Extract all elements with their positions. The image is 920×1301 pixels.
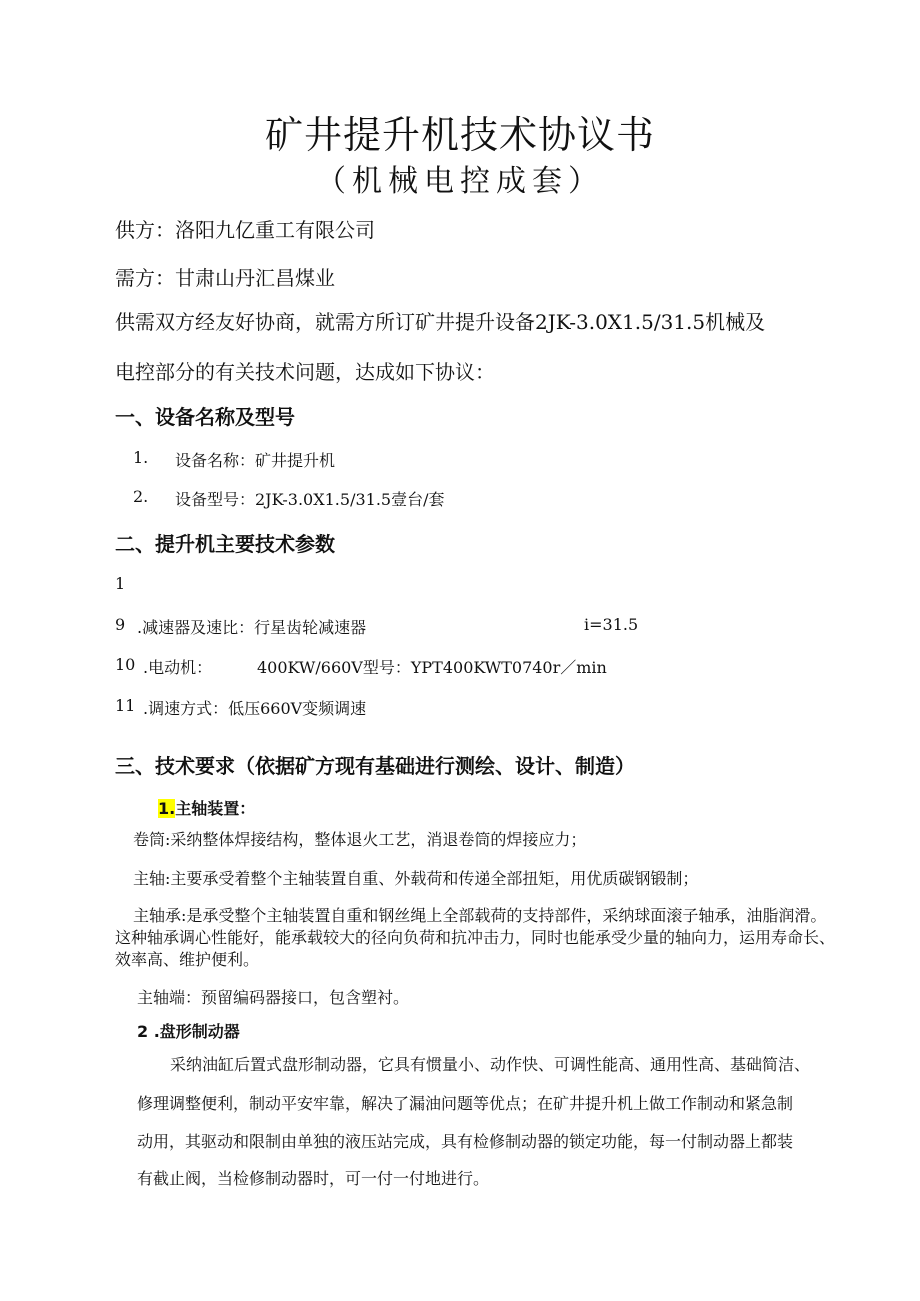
- param-text: .减速器及速比：行星齿轮减速器: [137, 618, 367, 637]
- highlighted-number: 1.: [158, 799, 176, 818]
- section-2-heading: 二、提升机主要技术参数: [115, 532, 335, 556]
- param-number: 9: [115, 615, 126, 634]
- paragraph-drum: 卷筒:采纳整体焊接结构，整体退火工艺，消退卷筒的焊接应力；: [133, 830, 587, 849]
- buyer-line: 需方：甘肃山丹汇昌煤业: [115, 266, 335, 290]
- param-text: .调速方式：低压660V变频调速: [143, 699, 367, 718]
- list-item-text: 设备名称：矿井提升机: [175, 451, 336, 470]
- subsection-1-heading: [158, 796, 255, 819]
- param-number: 10: [115, 655, 136, 674]
- param-ratio: i=31.5: [584, 615, 639, 634]
- doc-title: 矿井提升机技术协议书: [264, 113, 655, 157]
- section-1-heading: 一、设备名称及型号: [115, 405, 295, 429]
- subsection-1-title: 主轴装置：: [175, 799, 256, 818]
- paragraph-shaft-end: 主轴端：预留编码器接口，包含塑衬。: [137, 988, 410, 1007]
- brake-paragraph-line: 动用，其驱动和限制由单独的液压站完成，具有检修制动器的锁定功能，每一付制动器上都装: [137, 1132, 794, 1151]
- param-number: 11: [115, 696, 136, 715]
- paragraph-main-bearing: 主轴承:是承受整个主轴装置自重和钢丝绳上全部载荷的支持部件，采纳球面滚子轴承，油脂润滑。这种轴承调心性能好，能承载较大的径向负荷和抗冲击力，同时也能承受少量的轴向力，运用寿命长、效率高、维护便利。: [115, 906, 836, 969]
- intro-line-1: 供需双方经友好协商，就需方所订矿井提升设备2JK-3.0X1.5/31.5机械及: [115, 310, 766, 334]
- doc-subtitle: （机械电控成套）: [316, 164, 604, 199]
- brake-paragraph-line: 有截止阀，当检修制动器时，可一付一付地进行。: [137, 1169, 490, 1188]
- supplier-line: 供方：洛阳九亿重工有限公司: [115, 218, 375, 242]
- list-item-number: 1.: [133, 448, 149, 467]
- paragraph-main-shaft: 主轴:主要承受着整个主轴装置自重、外载荷和传递全部扭矩，用优质碳钢锻制；: [133, 869, 699, 888]
- subsection-2-heading: 2 .盘形制动器: [137, 1022, 240, 1041]
- intro-line-2: 电控部分的有关技术问题，达成如下协议：: [115, 360, 495, 384]
- brake-paragraph-line: 采纳油缸后置式盘形制动器，它具有惯量小、动作快、可调性能高、通用性高、基础简洁、: [170, 1055, 811, 1074]
- section-3-heading: 三、技术要求（依据矿方现有基础进行测绘、设计、制造）: [115, 754, 635, 778]
- brake-paragraph-line: 修理调整便利，制动平安牢靠，解决了漏油问题等优点；在矿井提升机上做工作制动和紧急制: [137, 1094, 794, 1113]
- param-motor-spec: 400KW/660V型号：YPT400KWT0740r／min: [257, 658, 607, 677]
- param-text: .电动机：: [143, 658, 213, 677]
- list-item-number: 2.: [133, 487, 149, 506]
- stray-number: 1: [115, 574, 126, 593]
- list-item-text: 设备型号：2JK-3.0X1.5/31.5壹台/套: [175, 490, 445, 509]
